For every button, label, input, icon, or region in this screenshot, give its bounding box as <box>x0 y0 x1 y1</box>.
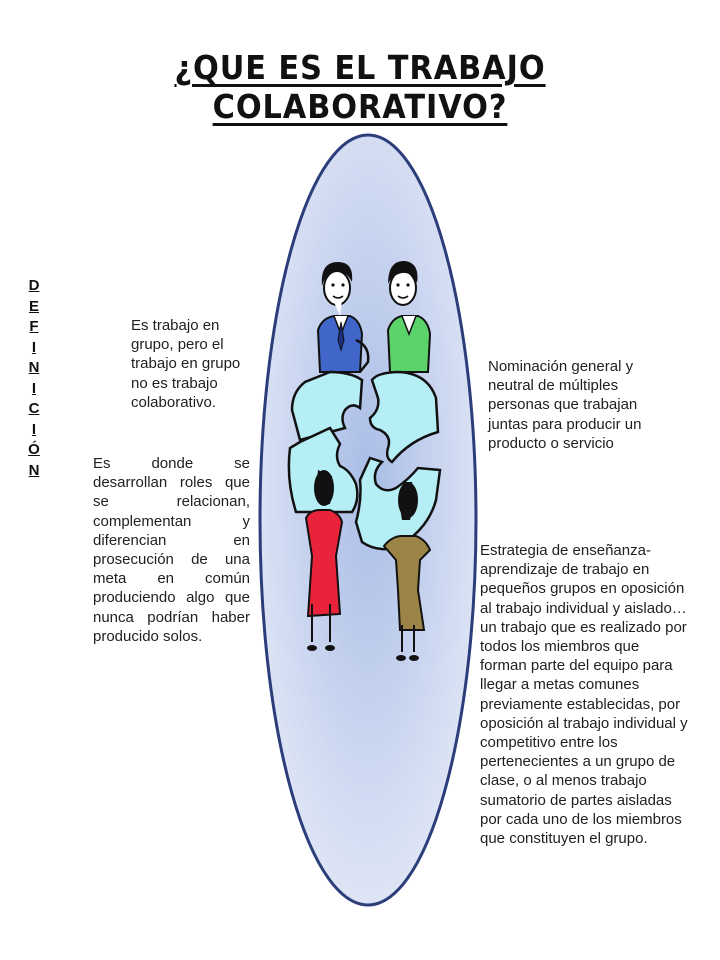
side-label-letter: N <box>28 461 40 479</box>
page-title: ¿QUE ES EL TRABAJO COLABORATIVO? <box>174 48 546 126</box>
side-label-letter: Ó <box>28 441 40 458</box>
side-label-letter: C <box>28 400 40 417</box>
text-block-nominacion: Nominación general y neutral de múltiples personas que trabajan juntas para producir un producto o servicio <box>488 358 642 452</box>
text-block-group-work: Es trabajo en grupo, pero el trabajo en grupo no es trabajo colaborativo. <box>131 317 241 411</box>
side-label-letter: D <box>28 277 40 294</box>
text-block-roles: Es donde se desarrollan roles que se relacionan, complementan y diferencian en prosecución de una meta en común produciendo algo que nunca podrían haber producido solos. <box>93 455 250 645</box>
side-label-letter: I <box>31 338 37 356</box>
side-label-letter: I <box>31 379 37 397</box>
side-label-letter: E <box>28 297 39 315</box>
side-label-letter: F <box>29 318 39 335</box>
side-label-letter: I <box>31 420 37 438</box>
text-block-estrategia: Estrategia de enseñanza-aprendizaje de trabajo en pequeños grupos en oposición al trabajo individual y aislado… un trabajo que es realizado por todos los miembros que forman parte del equipo para llegar a metas comunes previamente establecidas, por oposición al trabajo individual y competitivo entre los pertenecientes a un grupo de clase, o al menos trabajo sumatorio de partes aisladas por cada uno de los miembros que constituyen el grupo. <box>480 542 688 848</box>
side-label-letter: N <box>28 359 40 376</box>
